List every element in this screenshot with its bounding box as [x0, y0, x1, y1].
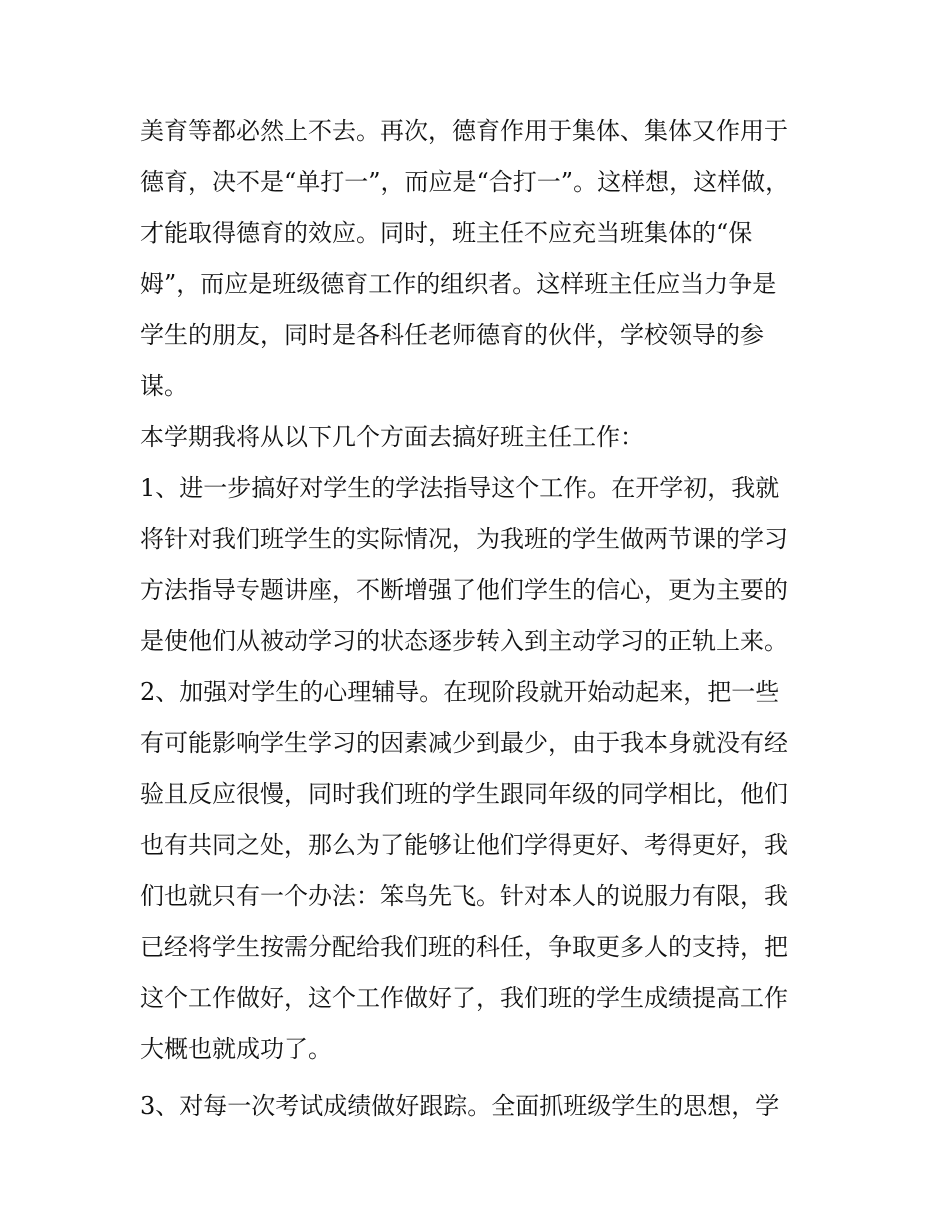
text-line: 已经将学生按需分配给我们班的科任，争取更多人的支持，把	[140, 933, 788, 961]
text-line: 谋。	[140, 372, 188, 400]
text-line: 本学期我将从以下几个方面去搞好班主任工作：	[140, 423, 644, 451]
text-line: 才能取得德育的效应。同时，班主任不应充当班集体的“保	[140, 219, 753, 247]
text-line: 德育，决不是“单打一”，而应是“合打一”。这样想，这样做，	[140, 168, 790, 196]
text-line: 是使他们从被动学习的状态逐步转入到主动学习的正轨上来。	[140, 627, 788, 655]
text-line: 有可能影响学生学习的因素减少到最少，由于我本身就没有经	[140, 729, 788, 757]
text-line: 美育等都必然上不去。再次，德育作用于集体、集体又作用于	[140, 117, 788, 145]
list-item-3-line: 3、对每一次考试成绩做好跟踪。全面抓班级学生的思想，学	[140, 1092, 780, 1120]
text-line: 也有共同之处，那么为了能够让他们学得更好、考得更好，我	[140, 831, 788, 859]
text-line: 姆”，而应是班级德育工作的组织者。这样班主任应当力争是	[140, 270, 777, 298]
list-item-1-line: 1、进一步搞好对学生的学法指导这个工作。在开学初，我就	[140, 474, 780, 502]
text-line: 验且反应很慢，同时我们班的学生跟同年级的同学相比，他们	[140, 780, 788, 808]
text-line: 将针对我们班学生的实际情况，为我班的学生做两节课的学习	[140, 525, 788, 553]
body-text	[140, 106, 820, 1132]
text-line: 这个工作做好，这个工作做好了，我们班的学生成绩提高工作	[140, 984, 788, 1012]
text-line: 方法指导专题讲座，不断增强了他们学生的信心，更为主要的	[140, 576, 788, 604]
text-line: 们也就只有一个办法：笨鸟先飞。针对本人的说服力有限，我	[140, 882, 788, 910]
text-line: 大概也就成功了。	[140, 1035, 332, 1063]
list-item-2-line: 2、加强对学生的心理辅导。在现阶段就开始动起来，把一些	[140, 678, 780, 706]
text-line: 学生的朋友，同时是各科任老师德育的伙伴，学校领导的参	[140, 321, 764, 349]
